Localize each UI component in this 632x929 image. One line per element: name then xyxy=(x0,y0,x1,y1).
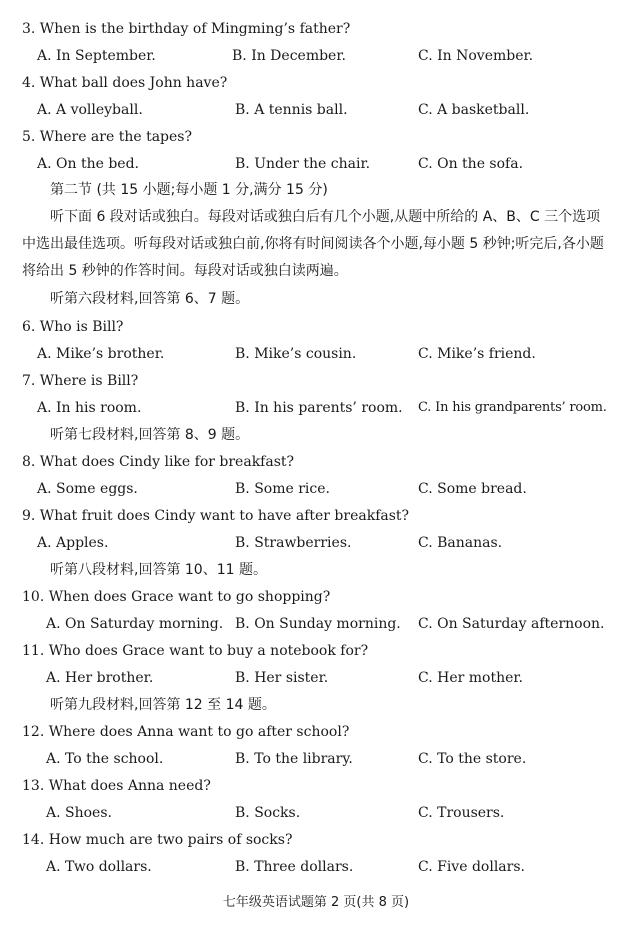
question-5: 5. Where are the tapes? xyxy=(22,129,192,145)
q3-option-b: B. In December. xyxy=(232,48,346,64)
q4-option-c: C. A basketball. xyxy=(418,102,530,118)
q5-option-b: B. Under the chair. xyxy=(235,156,371,172)
q6-option-a: A. Mike’s brother. xyxy=(37,346,165,362)
question-9: 9. What fruit does Cindy want to have after breakfast? xyxy=(22,508,410,524)
question-8: 8. What does Cindy like for breakfast? xyxy=(22,454,295,470)
question-3: 3. When is the birthday of Mingming’s father? xyxy=(22,21,351,37)
q8-option-a: A. Some eggs. xyxy=(37,481,138,497)
material-7-note: 听第七段材料,回答第 8、9 题。 xyxy=(50,427,250,443)
q11-option-c: C. Her mother. xyxy=(418,670,523,686)
q11-option-b: B. Her sister. xyxy=(235,670,329,686)
section-2-instructions: 听下面 6 段对话或独白。每段对话或独白后有几个小题,从题中所给的 A、B、C 三个选项中选出最佳选项。听每段对话或独白前,你将有时间阅读各个小题,每小题 5 秒钟;听完后,各小题将给出 5 秒钟的作答时间。每段对话或独白读两遍。 xyxy=(22,209,604,279)
q10-option-b: B. On Sunday morning. xyxy=(235,616,401,632)
question-14: 14. How much are two pairs of socks? xyxy=(22,832,293,848)
q8-option-b: B. Some rice. xyxy=(235,481,330,497)
q6-option-c: C. Mike’s friend. xyxy=(418,346,536,362)
question-12: 12. Where does Anna want to go after school? xyxy=(22,724,350,740)
q12-option-a: A. To the school. xyxy=(46,751,164,767)
q12-option-c: C. To the store. xyxy=(418,751,527,767)
q13-option-a: A. Shoes. xyxy=(46,805,112,821)
question-7: 7. Where is Bill? xyxy=(22,373,139,389)
material-6-note: 听第六段材料,回答第 6、7 题。 xyxy=(50,291,250,307)
section-2-heading: 第二节 (共 15 小题;每小题 1 分,满分 15 分) xyxy=(50,182,328,198)
q4-option-b: B. A tennis ball. xyxy=(235,102,348,118)
q14-option-a: A. Two dollars. xyxy=(46,859,152,875)
q3-option-a: A. In September. xyxy=(37,48,156,64)
q5-option-c: C. On the sofa. xyxy=(418,156,524,172)
question-11: 11. Who does Grace want to buy a notebook for? xyxy=(22,643,369,659)
q5-option-a: A. On the bed. xyxy=(37,156,139,172)
q14-option-c: C. Five dollars. xyxy=(418,859,525,875)
q4-option-a: A. A volleyball. xyxy=(37,102,143,118)
q3-option-c: C. In November. xyxy=(418,48,534,64)
material-8-note: 听第八段材料,回答第 10、11 题。 xyxy=(50,562,267,578)
q8-option-c: C. Some bread. xyxy=(418,481,527,497)
question-13: 13. What does Anna need? xyxy=(22,778,211,794)
q6-option-b: B. Mike’s cousin. xyxy=(235,346,357,362)
q9-option-c: C. Bananas. xyxy=(418,535,503,551)
question-6: 6. Who is Bill? xyxy=(22,319,124,335)
q14-option-b: B. Three dollars. xyxy=(235,859,354,875)
q12-option-b: B. To the library. xyxy=(235,751,353,767)
question-10: 10. When does Grace want to go shopping? xyxy=(22,589,331,605)
question-4: 4. What ball does John have? xyxy=(22,75,228,91)
material-9-note: 听第九段材料,回答第 12 至 14 题。 xyxy=(50,697,276,713)
page-footer: 七年级英语试题第 2 页(共 8 页) xyxy=(222,895,410,910)
q7-option-a: A. In his room. xyxy=(37,400,142,416)
q9-option-b: B. Strawberries. xyxy=(235,535,352,551)
q7-option-b: B. In his parents’ room. xyxy=(235,400,403,416)
q9-option-a: A. Apples. xyxy=(37,535,109,551)
q11-option-a: A. Her brother. xyxy=(46,670,154,686)
q13-option-c: C. Trousers. xyxy=(418,805,505,821)
q10-option-c: C. On Saturday afternoon. xyxy=(418,616,605,632)
q10-option-a: A. On Saturday morning. xyxy=(46,616,224,632)
q7-option-c: C. In his grandparents’ room. xyxy=(418,400,607,415)
q13-option-b: B. Socks. xyxy=(235,805,301,821)
